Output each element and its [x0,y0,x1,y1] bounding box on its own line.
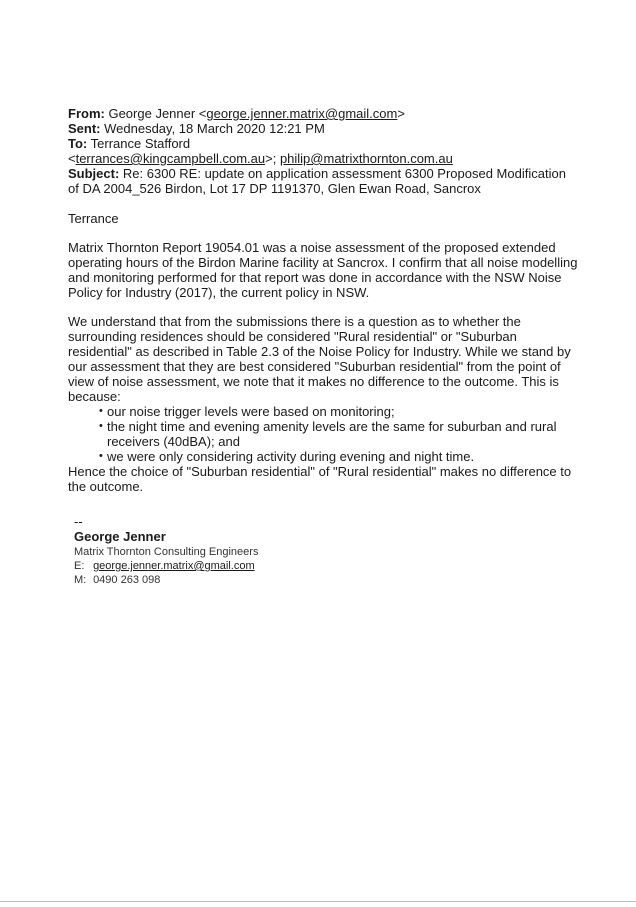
to-emails-line [68,151,578,166]
sent-line [68,121,578,136]
to-open: < [68,151,76,166]
to-line [68,136,578,151]
signature-name: George Jenner [74,529,166,544]
greeting: Terrance [68,211,119,226]
to-value: Terrance Stafford [90,136,191,151]
from-label: From: [68,106,105,121]
bullet-icon: • [99,450,103,462]
bullet-list [68,404,578,464]
signature-block [68,514,578,587]
email-printout [68,106,578,587]
list-item-text: our noise trigger levels were based on monitoring; [107,404,395,419]
paragraph-3: Hence the choice of "Suburban residential" of "Rural residential" makes no difference to the outcome. [68,464,572,494]
signature-mobile-label: M: [74,574,87,586]
page-bottom-divider [0,901,636,902]
signature-email-line [74,559,578,573]
sent-label: Sent: [68,121,101,136]
list-item [99,404,578,419]
subject-line [68,166,578,196]
bullet-icon: • [99,420,103,432]
to-email-link-1[interactable]: terrances@kingcampbell.com.au [75,151,266,166]
from-line [68,106,578,121]
to-separator: >; [265,151,280,166]
bullet-icon: • [99,405,103,417]
list-item-text: we were only considering activity during evening and night time. [107,449,475,464]
to-email-link-2[interactable]: philip@matrixthornton.com.au [279,151,453,166]
from-name: George Jenner < [108,106,207,121]
signature-company: Matrix Thornton Consulting Engineers [74,546,259,558]
list-item [99,419,578,449]
subject-label: Subject: [68,166,120,181]
signature-email-link[interactable]: george.jenner.matrix@gmail.com [93,560,255,572]
paragraph-1: Matrix Thornton Report 19054.01 was a noise assessment of the proposed extended operating hours of the Birdon Marine facility at Sancrox. I confirm that all noise modelling and monitoring performed for that report was done in accordance with the NSW Noise Policy for Industry (2017), the current policy in NSW. [68,240,578,300]
paragraph-2: We understand that from the submissions there is a question as to whether the surrounding residences should be considered "Rural residential" or "Suburban residential" as described in Table 2.3 of the Noise Policy for Industry. While we stand by our assessment that they are best considered "Suburban residential" from the point of view of noise assessment, we note that it makes no difference to the outcome. This is because: [68,314,571,404]
list-item [99,449,578,464]
signature-mobile: 0490 263 098 [93,574,161,586]
to-label: To: [68,136,88,151]
sent-value: Wednesday, 18 March 2020 12:21 PM [104,121,325,136]
subject-value: Re: 6300 RE: update on application assessment 6300 Proposed Modification of DA 2004_526 Birdon, Lot 17 DP 1191370, Glen Ewan Road, Sancrox [68,166,566,196]
list-item-text: the night time and evening amenity levels are the same for suburban and rural receivers (40dBA); and [107,419,557,449]
signature-dashes: -- [74,514,83,529]
signature-mobile-line [74,573,578,587]
signature-email-label: E: [74,560,85,572]
from-email-link[interactable]: george.jenner.matrix@gmail.com [206,106,398,121]
from-close: > [397,106,405,121]
